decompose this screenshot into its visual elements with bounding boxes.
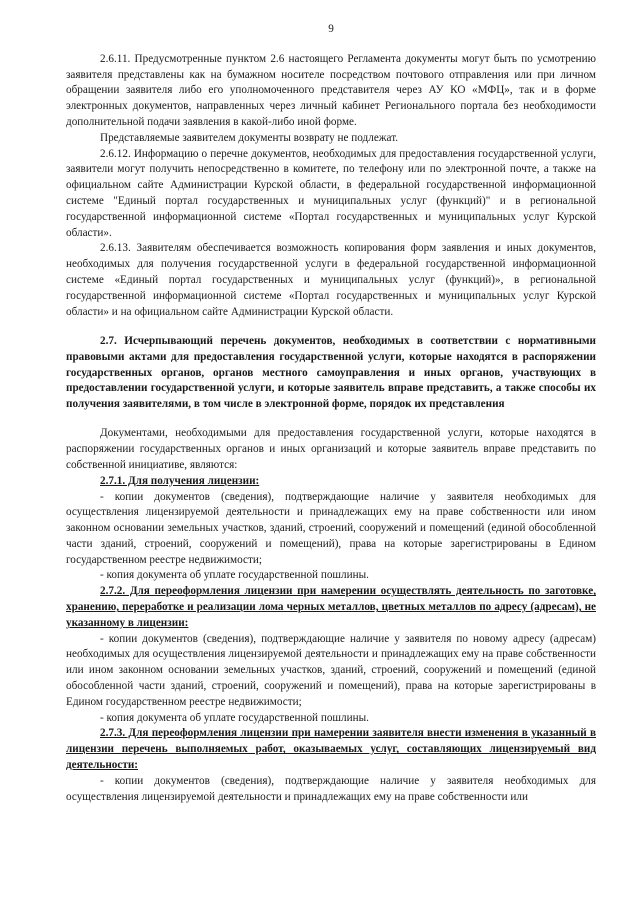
subheading-2-7-1 <box>66 474 596 490</box>
subheading-2-7-2 <box>66 584 596 631</box>
document-page <box>66 22 596 805</box>
paragraph-2-6-13: 2.6.13. Заявителям обеспечивается возможность копирования форм заявления и иных документов, необходимых для получения государственной услуги в федеральной государственной информационной системе «Единый портал государственных и муниципальных услуг (функций)», в региональной государственной информационной системе «Портал государственных и муниципальных услуг Курской области» и на официальном сайте Администрации Курской области. <box>66 242 596 318</box>
list-item: - копии документов (сведения), подтверждающие наличие у заявителя необходимых для осуществления лицензируемой деятельности и принадлежащих ему на праве собственности или ином законном основании земельных участков, зданий, строений, сооружений и помещений (единой обособленной части зданий, строений, сооружений и помещений), права на которые зарегистрированы в Едином государственном реестре недвижимости; <box>66 490 596 566</box>
subheading-2-7-3 <box>66 726 596 773</box>
subheading-2-7-2-text: 2.7.2. Для переоформления лицензии при намерении осуществлять деятельность по заготовке, хранению, переработке и реализации лома черных металлов, цветных металлов по адресу (адресам), не указанному в лицензии: <box>66 585 596 629</box>
paragraph-no-return: Представляемые заявителем документы возврату не подлежат. <box>100 131 399 144</box>
section-heading-2-7: 2.7. Исчерпывающий перечень документов, необходимых в соответствии с нормативными правовыми актами для предоставления государственной услуги, которые находятся в распоряжении государственных органов, органов местного самоуправления и иных органов, участвующих в предоставлении государственной услуги, и которые заявитель вправе представить, а также способы их получения заявителями, в том числе в электронной форме, порядок их представления <box>66 335 596 410</box>
list-item: - копия документа об уплате государственной пошлины. <box>100 711 369 724</box>
subheading-2-7-1-text: 2.7.1. Для получения лицензии: <box>100 474 260 487</box>
list-item: - копии документов (сведения), подтверждающие наличие у заявителя необходимых для осуществления лицензируемой деятельности и принадлежащих ему на праве собственности или <box>66 774 596 803</box>
paragraph-2-6-11: 2.6.11. Предусмотренные пунктом 2.6 настоящего Регламента документы могут быть по усмотрению заявителя представлены как на бумажном носителе посредством почтового отправления или при личном обращении заявителя либо его уполномоченного представителя через АУ КО «МФЦ», так и в форме электронных документов, направленных через личный кабинет Регионального портала без необходимости дополнительной подачи заявления в какой-либо иной форме. <box>66 52 596 128</box>
paragraph-intro: Документами, необходимыми для предоставления государственной услуги, которые находятся в распоряжении государственных органов и иных организаций и которые заявитель вправе представить по собственной инициативе, являются: <box>66 427 596 471</box>
list-item: - копии документов (сведения), подтверждающие наличие у заявителя по новому адресу (адресам) необходимых для осуществления лицензируемой деятельности и принадлежащих ему на праве собственности или ином законном основании земельных участков, зданий, строений, сооружений и помещений (единой обособленной части зданий, строений, сооружений и помещений), права на которые зарегистрированы в Едином государственном реестре недвижимости; <box>66 632 596 708</box>
paragraph-2-6-12: 2.6.12. Информацию о перечне документов, необходимых для предоставления государственной услуги, заявители могут получить непосредственно в комитете, по телефону или по электронной почте, а также на официальном сайте Администрации Курской области, в федеральной государственной информационной системе "Единый портал государственных и муниципальных услуг (функций)" и в региональной государственной информационной системе «Портал государственных и муниципальных услуг Курской области». <box>66 147 596 239</box>
subheading-2-7-3-text: 2.7.3. Для переоформления лицензии при намерении заявителя внести изменения в указанный в лицензии перечень выполняемых работ, оказываемых услуг, составляющих лицензируемый вид деятельности: <box>66 727 596 772</box>
page-number: 9 <box>328 23 334 35</box>
list-item: - копия документа об уплате государственной пошлины. <box>100 569 369 582</box>
